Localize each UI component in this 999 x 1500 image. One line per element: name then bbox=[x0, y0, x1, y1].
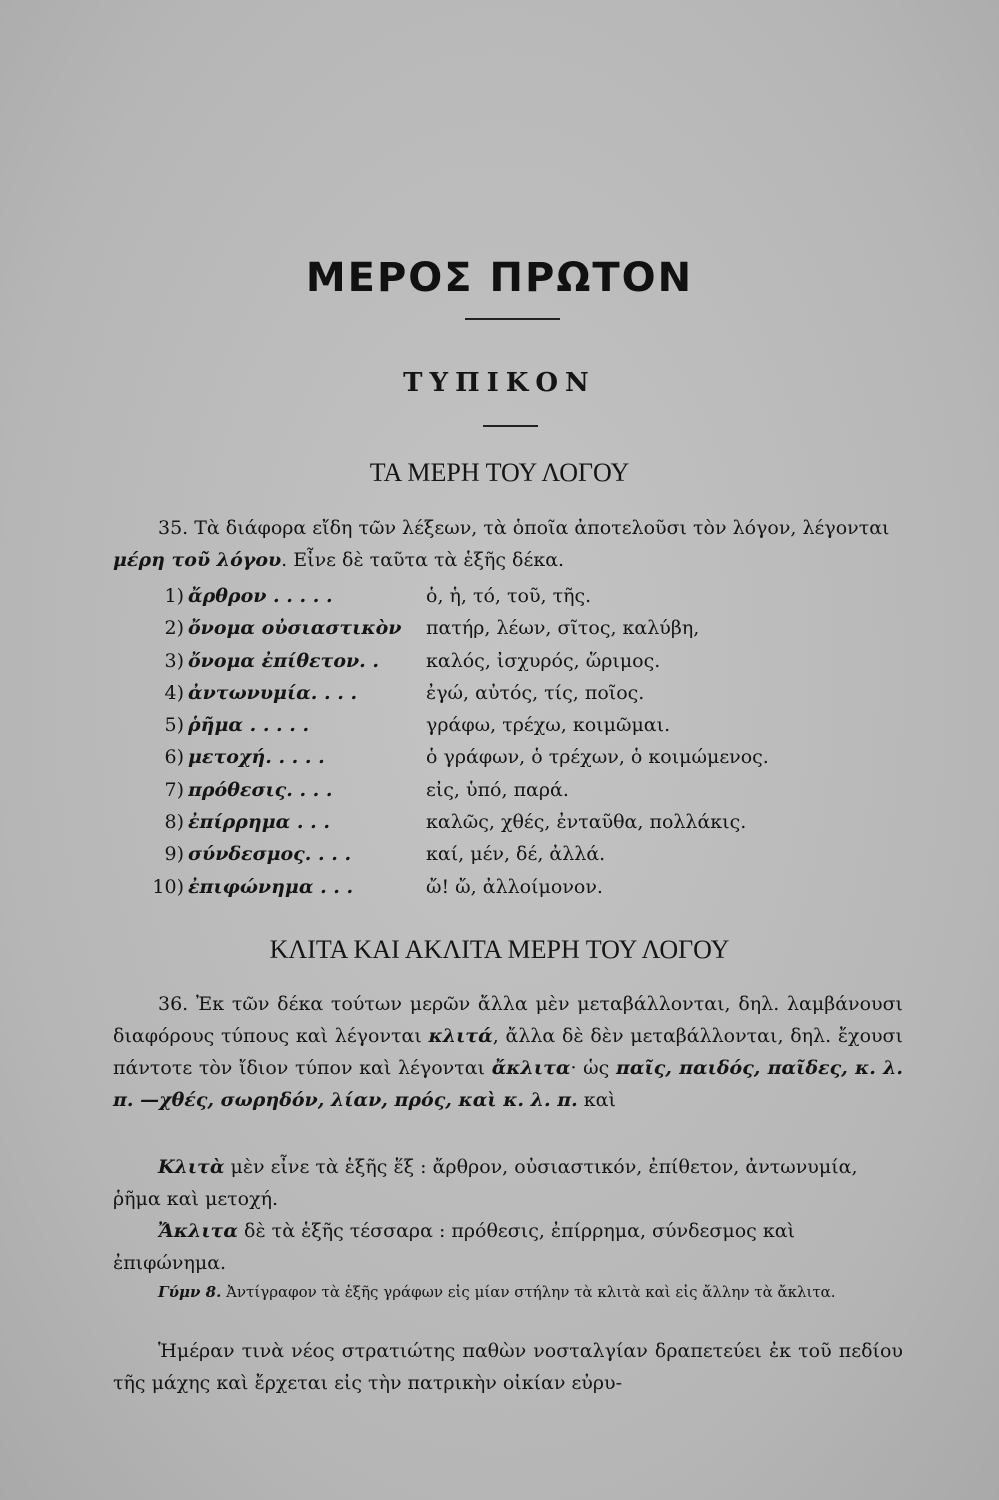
item-number: 4) bbox=[164, 681, 184, 704]
item-term: πρόθεσις. . . . bbox=[188, 778, 333, 801]
paragraph-36-text-b: , ἄλλα δὲ δὲν μεταβάλλονται, δηλ. ἔχουσι πάντοτε τὸν ἴδιον τύπον καὶ λέγονται bbox=[113, 1025, 903, 1079]
list-item bbox=[113, 682, 903, 714]
paragraph-35-end: . Εἶνε δὲ ταῦτα τὰ ἑξῆς δέκα. bbox=[281, 549, 565, 571]
paragraph-36-aklita-term: ἄκλιτα bbox=[491, 1057, 571, 1079]
title-divider bbox=[465, 318, 560, 320]
klita-label: Κλιτὰ bbox=[158, 1156, 225, 1178]
list-item bbox=[113, 617, 903, 649]
list-item bbox=[113, 843, 903, 875]
item-term: ἄρθρον . . . . . bbox=[188, 585, 333, 607]
aklita-text: δὲ τὰ ἑξῆς τέσσαρα : πρόθεσις, ἐπίρρημα, σύνδεσμος καὶ ἐπιφώνημα. bbox=[113, 1220, 795, 1274]
exercise-8 bbox=[113, 1280, 903, 1304]
item-term: σύνδεσμος. . . . bbox=[188, 843, 352, 866]
paragraph-story: Ἡμέραν τινὰ νέος στρατιώτης παθὼν νοσταλγίαν δραπετεύει ἐκ τοῦ πεδίου τῆς μάχης καὶ ἔρχεται εἰς τὴν πατρικὴν οἰκίαν εὐρυ- bbox=[113, 1340, 903, 1394]
paragraph-35-text: 35. Τὰ διάφορα εἴδη τῶν λέξεων, τὰ ὁποῖα ἀποτελοῦσι τὸν λόγον, λέγονται bbox=[158, 517, 890, 539]
paragraph-36-klita-term: κλιτά bbox=[428, 1025, 493, 1047]
item-number: 6) bbox=[164, 746, 184, 769]
item-examples: καλῶς, χθές, ἐνταῦθα, πολλάκις. bbox=[426, 811, 747, 834]
item-term: ἐπιφώνημα . . . bbox=[188, 875, 354, 898]
item-term: μετοχή. . . . . bbox=[188, 746, 325, 769]
item-number: 1) bbox=[164, 585, 184, 607]
list-item bbox=[113, 811, 903, 843]
item-examples: καί, μέν, δέ, ἀλλά. bbox=[426, 843, 606, 866]
item-term: ἐπίρρημα . . . bbox=[188, 811, 330, 834]
paragraph-aklita bbox=[113, 1215, 903, 1279]
item-examples: εἰς, ὑπό, παρά. bbox=[426, 778, 569, 801]
item-term: ῥῆμα . . . . . bbox=[188, 714, 310, 737]
item-term: ὄνομα ἐπίθετον. . bbox=[188, 649, 380, 672]
section-title-inflected-parts: ΚΛΙΤΑ ΚΑΙ ΑΚΛΙΤΑ ΜΕΡΗ ΤΟΥ ΛΟΓΟΥ bbox=[269, 935, 730, 964]
item-examples: καλός, ἰσχυρός, ὥριμος. bbox=[426, 649, 661, 672]
item-examples: πατήρ, λέων, σῖτος, καλύβη, bbox=[426, 617, 700, 640]
item-examples: ὁ γράφων, ὁ τρέχων, ὁ κοιμώμενος. bbox=[426, 746, 769, 769]
exercise-text: Ἀντίγραφον τὰ ἑξῆς γράφων εἰς μίαν στήλην τὰ κλιτὰ καὶ εἰς ἄλλην τὰ ἄκλιτα. bbox=[221, 1283, 836, 1301]
item-term: ὄνομα οὐσιαστικὸν bbox=[188, 617, 402, 640]
aklita-label: Ἄκλιτα bbox=[158, 1220, 238, 1242]
section-title-parts-of-speech: ΤΑ ΜΕΡΗ ΤΟΥ ΛΟΓΟΥ bbox=[369, 458, 630, 487]
list-item bbox=[113, 650, 903, 682]
paragraph-35 bbox=[113, 512, 903, 576]
list-item bbox=[113, 585, 903, 617]
parts-of-speech-list bbox=[113, 585, 903, 908]
paragraph-36-text-d: καὶ bbox=[577, 1089, 616, 1111]
list-item bbox=[113, 779, 903, 811]
item-number: 7) bbox=[164, 778, 184, 801]
item-examples: ὤ! ὤ, ἀλλοίμονον. bbox=[426, 875, 603, 898]
item-term: ἀντωνυμία. . . . bbox=[188, 681, 358, 704]
list-item bbox=[113, 746, 903, 778]
item-examples: ὁ, ἡ, τό, τοῦ, τῆς. bbox=[426, 585, 592, 607]
paragraph-36-examples: παῖς, παιδός, παῖδες, κ. λ. π. —χθές, σωρηδόν, λίαν, πρός, καὶ κ. λ. π. bbox=[113, 1057, 904, 1111]
part-title: ΜΕΡΟΣ ΠΡΩΤΟΝ bbox=[305, 255, 694, 301]
paragraph-35-term: μέρη τοῦ λόγου bbox=[113, 549, 282, 571]
paragraph-36-text-c: · ὡς bbox=[570, 1057, 610, 1079]
item-number: 9) bbox=[164, 843, 184, 866]
item-number: 10) bbox=[152, 875, 184, 898]
paragraph-36-text-a: 36. Ἐκ τῶν δέκα τούτων μερῶν ἄλλα μὲν μεταβάλλονται, δηλ. λαμβάνουσι διαφόρους τύπους καὶ λέγονται bbox=[113, 993, 903, 1047]
sub-title: ΤΥΠΙΚΟΝ bbox=[403, 368, 596, 398]
subtitle-divider bbox=[483, 425, 538, 427]
list-item bbox=[113, 876, 903, 908]
item-number: 3) bbox=[164, 649, 184, 672]
item-examples: γράφω, τρέχω, κοιμῶμαι. bbox=[426, 714, 671, 737]
item-number: 2) bbox=[164, 617, 184, 640]
item-number: 8) bbox=[164, 811, 184, 834]
paragraph-36 bbox=[113, 988, 903, 1116]
exercise-label: Γύμν 8. bbox=[158, 1283, 222, 1301]
klita-text: μὲν εἶνε τὰ ἑξῆς ἕξ : ἄρθρον, οὐσιαστικόν, ἐπίθετον, ἀντωνυμία, ῥῆμα καὶ μετοχή. bbox=[113, 1156, 858, 1210]
list-item bbox=[113, 714, 903, 746]
item-number: 5) bbox=[164, 714, 184, 737]
item-examples: ἐγώ, αὐτός, τίς, ποῖος. bbox=[426, 681, 645, 704]
paragraph-klita bbox=[113, 1151, 903, 1215]
